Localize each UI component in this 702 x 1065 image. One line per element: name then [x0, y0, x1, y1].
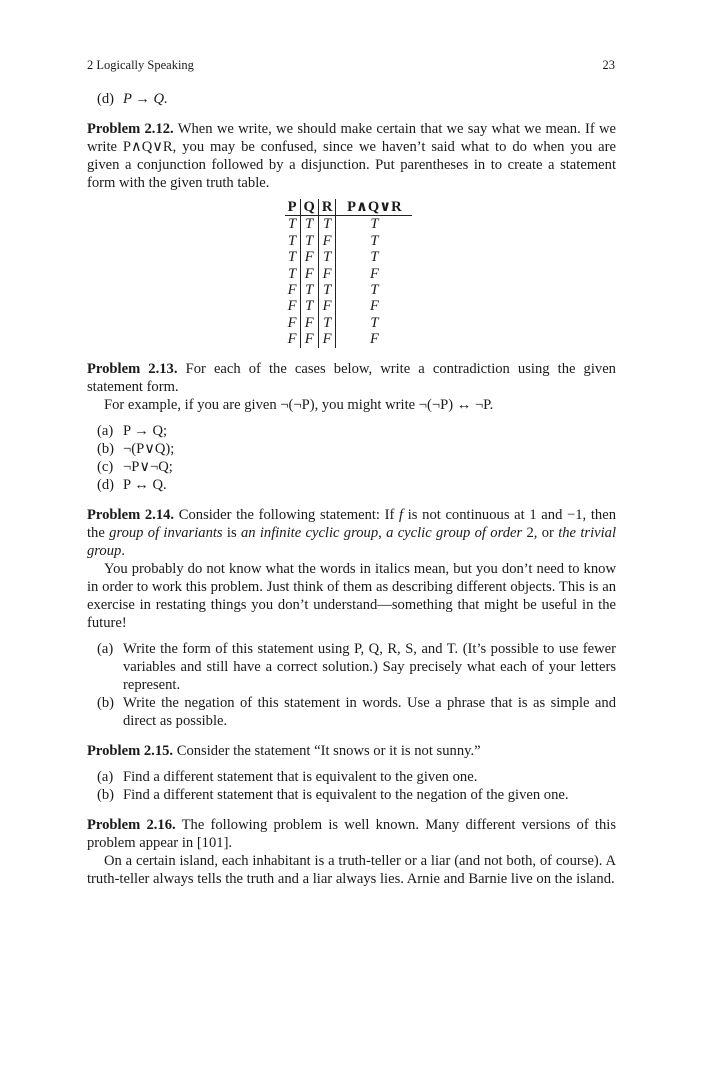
table-cell: F	[285, 331, 300, 347]
table-row	[285, 315, 413, 331]
problem-text: Consider the following statement: If	[178, 506, 400, 523]
table-row	[285, 266, 413, 282]
item-list	[87, 768, 616, 804]
item-text: Find a different statement that is equivalent to the given one.	[123, 768, 478, 785]
table-cell: F	[285, 282, 300, 298]
problem-title: Problem 2.14.	[87, 506, 175, 523]
list-item	[97, 440, 616, 458]
item-text: P → Q.	[123, 91, 168, 107]
table-cell: T	[318, 216, 336, 233]
table-cell: T	[285, 216, 300, 233]
table-row	[285, 298, 413, 314]
list-item	[97, 458, 616, 476]
table-cell: F	[300, 315, 318, 331]
table-cell: F	[318, 233, 336, 249]
item-text: Write the form of this statement using P, Q, R, S, and T. (It’s possible to use fewer variables and still have a correct solution.) Say precisely what each of your letters represent.	[123, 640, 616, 693]
column-header: P	[285, 199, 300, 216]
item-label: (d)	[97, 476, 115, 493]
item-label: (d)	[97, 91, 115, 107]
problem-2-13	[87, 360, 616, 396]
item-label: (b)	[97, 694, 115, 711]
column-header: Q	[300, 199, 318, 216]
paragraph: On a certain island, each inhabitant is a truth-teller or a liar (and not both, of course). A truth-teller always tells the truth and a liar always lies. Arnie and Barnie live on the island.	[87, 852, 616, 887]
table-cell: F	[285, 315, 300, 331]
column-header: P∧Q∨R	[336, 199, 413, 216]
paragraph: You probably do not know what the words in italics mean, but you don’t need to know in order to work this problem. Just think of them as describing different objects. This is an exercise in restating things you don’t understand—something that might be useful in the future!	[87, 560, 616, 631]
table-cell: F	[318, 331, 336, 347]
table-cell: T	[300, 298, 318, 314]
item-text: P → Q;	[123, 422, 168, 439]
list-item	[97, 786, 616, 804]
item-label: (b)	[97, 786, 115, 803]
table-cell: T	[285, 233, 300, 249]
table-cell: T	[285, 249, 300, 265]
list-item	[97, 768, 616, 786]
problem-text: The following problem is well known. Many different versions of this problem appear in [101].	[87, 816, 616, 851]
table-row	[285, 282, 413, 298]
item-text: Write the negation of this statement in words. Use a phrase that is as simple and direct as possible.	[123, 694, 616, 729]
table-cell: F	[300, 266, 318, 282]
italic-term: an infinite cyclic group	[240, 524, 379, 541]
problem-text: .	[121, 542, 125, 559]
table-cell: T	[300, 216, 318, 233]
math-variable: f	[399, 506, 404, 523]
column-header: R	[318, 199, 336, 216]
table-cell: F	[300, 249, 318, 265]
table-cell: T	[370, 314, 379, 331]
problem-text: Consider the statement “It snows or it is not sunny.”	[176, 742, 481, 759]
item-label: (c)	[97, 458, 114, 475]
table-cell: T	[300, 233, 318, 249]
problem-text: ,	[378, 524, 387, 541]
problem-title: Problem 2.12.	[87, 121, 174, 137]
table-cell: F	[369, 265, 379, 282]
problem-2-16	[87, 816, 616, 852]
problem-title: Problem 2.16.	[87, 816, 176, 833]
truth-table	[285, 199, 413, 348]
table-row	[285, 233, 413, 249]
problem-title: Problem 2.15.	[87, 742, 174, 759]
item-text: ¬P∨¬Q;	[123, 458, 173, 475]
page-number: 23	[602, 58, 615, 72]
problem-text: 2, or	[522, 524, 559, 541]
running-header	[87, 56, 615, 74]
item-text: Find a different statement that is equivalent to the negation of the given one.	[123, 786, 569, 803]
item-list	[87, 422, 616, 494]
item-label: (a)	[97, 422, 114, 439]
list-item	[97, 90, 616, 108]
chapter-title: 2 Logically Speaking	[87, 58, 194, 72]
italic-term: a cyclic group of order	[386, 524, 523, 541]
table-row	[285, 249, 413, 265]
list-item	[97, 476, 616, 494]
problem-2-14	[87, 506, 616, 560]
italic-term: the trivial group	[87, 524, 617, 559]
list-item	[97, 694, 616, 730]
item-label: (a)	[97, 640, 114, 657]
table-cell: F	[369, 298, 379, 315]
table-cell: T	[370, 249, 379, 266]
item-text: P ↔ Q.	[123, 476, 167, 493]
problem-title: Problem 2.13.	[87, 360, 178, 377]
table-cell: F	[318, 298, 336, 314]
table-row	[285, 216, 413, 233]
list-item	[97, 422, 616, 440]
page-body	[87, 90, 616, 888]
table-cell: F	[285, 298, 300, 314]
problem-text: is	[222, 524, 241, 541]
item-text: ¬(P∨Q);	[123, 440, 175, 457]
table-cell: T	[318, 249, 336, 265]
problem-text: is not continuous at 1 and −1, then the	[87, 506, 616, 541]
problem-text: When we write, we should make certain that we say what we mean. If we write P∧Q∨R, you may be confused, since we haven’t said what to do when you are given a conjunction followed by a disjunction. Put parentheses in to create a statement form with the given truth table.	[87, 121, 616, 191]
table-cell: T	[285, 266, 300, 282]
table-cell: F	[300, 331, 318, 347]
list-item	[97, 640, 616, 694]
item-list	[87, 640, 616, 730]
table-cell: T	[318, 315, 336, 331]
table-cell: T	[370, 282, 379, 299]
table-cell: T	[370, 232, 379, 249]
table-row	[285, 331, 413, 347]
problem-2-12	[87, 120, 616, 192]
problem-text: For each of the cases below, write a contradiction using the given statement form.	[87, 360, 616, 395]
example-text: For example, if you are given ¬(¬P), you might write ¬(¬P) ↔ ¬P.	[104, 396, 494, 413]
problem-2-15	[87, 742, 616, 760]
item-label: (a)	[97, 768, 114, 785]
table-header-row	[285, 199, 413, 216]
table-cell: T	[318, 282, 336, 298]
item-label: (b)	[97, 440, 115, 457]
table-cell: T	[370, 216, 379, 233]
table-cell: T	[300, 282, 318, 298]
table-cell: F	[369, 331, 379, 348]
table-cell: F	[318, 266, 336, 282]
italic-term: group of invariants	[109, 524, 223, 541]
